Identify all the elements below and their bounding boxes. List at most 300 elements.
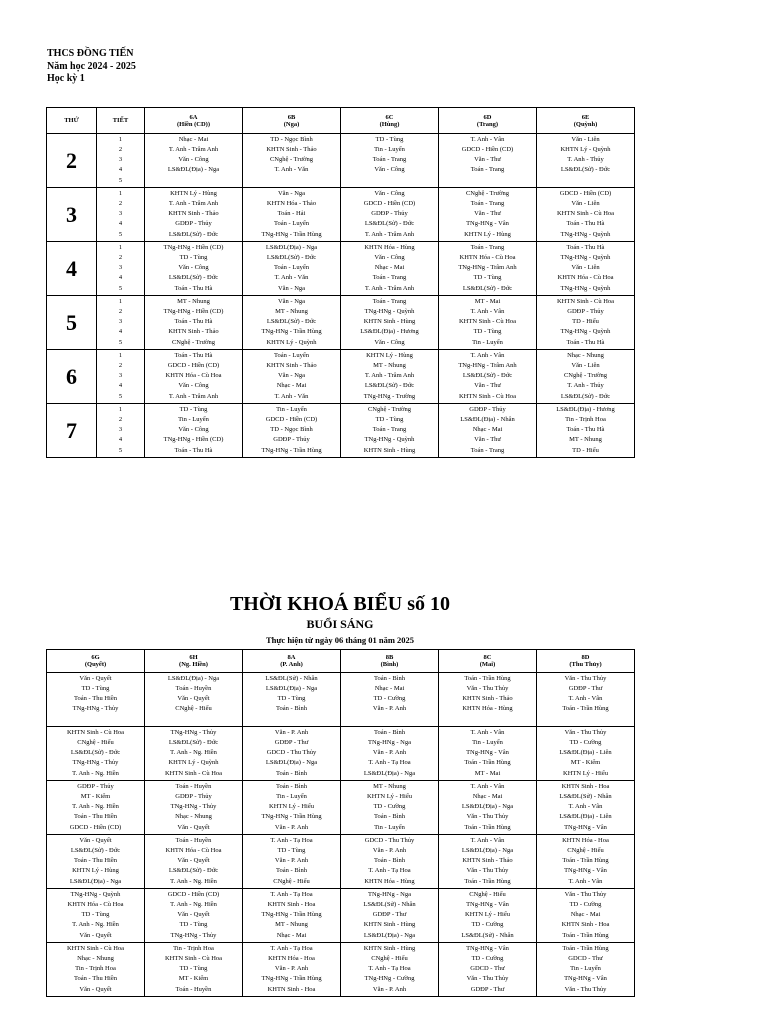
schedule-cell: T. Anh - Tạ Hoa <box>243 943 341 954</box>
schedule-cell <box>439 174 537 188</box>
class-name: 6H <box>189 654 198 661</box>
class-column-header <box>243 650 341 673</box>
schedule-cell: Toán - Bình <box>341 727 439 738</box>
schedule-cell: Văn - Thu Thủy <box>537 889 635 900</box>
schedule-cell: KHTN Sinh - Hoa <box>537 781 635 792</box>
table-row <box>47 875 635 889</box>
class-teacher: (Quỳnh) <box>573 120 598 128</box>
schedule-cell: GDĐP - Thủy <box>439 404 537 415</box>
schedule-cell: GDCD - Hiền (CD) <box>537 188 635 199</box>
schedule-cell: Văn - Thu Thủy <box>537 673 635 684</box>
schedule-cell: LS&ĐL(Sử) - Đức <box>145 865 243 875</box>
schedule-cell: TNg-HNg - Vân <box>564 824 607 831</box>
class-column-header <box>439 650 537 673</box>
schedule-cell: Toán - Thu Hiền <box>47 693 145 703</box>
schedule-cell: Toán - Trần Hùng <box>562 932 609 939</box>
schedule-cell: Tin - Luyến <box>243 404 341 415</box>
schedule-cell: T. Anh - Ng. Hiền <box>145 747 243 757</box>
schedule-cell: CNghệ - Hiếu <box>439 889 537 900</box>
table-row <box>47 198 635 208</box>
table-row <box>47 811 635 821</box>
schedule-cell: Toán - Huyền <box>145 835 243 846</box>
table-row <box>47 757 635 767</box>
schedule-cell: Văn - P. Anh <box>243 963 341 973</box>
schedule-cell: Toán - Thu Hà <box>566 339 605 346</box>
table-row <box>47 767 635 781</box>
schedule-cell: LS&ĐL(Địa) - Nga <box>243 242 341 253</box>
schedule-cell: T. Anh - Vân <box>568 802 603 810</box>
table-row <box>47 703 635 713</box>
schedule-cell: LS&ĐL(Sử) - Đức <box>439 282 537 296</box>
schedule-cell: MT - Nhung <box>243 919 341 929</box>
school-header <box>47 48 136 86</box>
period-cell: 3 <box>97 424 145 434</box>
table-row <box>47 899 635 909</box>
schedule-cell: Văn - Thu Thủy <box>439 683 537 693</box>
schedule-cell: Văn - Thư <box>439 208 537 218</box>
schedule-cell <box>341 713 439 727</box>
schedule-cell: KHTN Hóa - Hoa <box>243 953 341 963</box>
period-cell: 1 <box>97 242 145 253</box>
schedule-cell: TNg-HNg - Quỳnh <box>47 889 145 900</box>
schedule-cell: Văn - P. Anh <box>341 845 439 855</box>
schedule-cell: T. Anh - Vân <box>439 727 537 738</box>
table-row <box>47 889 635 900</box>
schedule-cell: KHTN Lý - Hiếu <box>243 801 341 811</box>
schedule-cell: Toán - Bình <box>243 865 341 875</box>
schedule-cell: Văn - Quyết <box>145 909 243 919</box>
schedule-cell: LS&ĐL(Địa) - Hương <box>341 326 439 336</box>
schedule-cell: KHTN Hóa - Hoa <box>537 835 635 846</box>
table-row <box>47 865 635 875</box>
class-teacher: (Trang) <box>476 120 499 128</box>
schedule-cell: KHTN Hóa - Thảo <box>243 198 341 208</box>
schedule-cell: TNg-HNg - Trần Hùng <box>243 228 341 242</box>
schedule-cell: Toán - Trang <box>439 164 537 174</box>
period-cell: 2 <box>97 306 145 316</box>
period-cell: 4 <box>97 218 145 228</box>
class-column-header <box>341 108 439 134</box>
schedule-cell: MT - Nhung <box>243 306 341 316</box>
table-row <box>47 228 635 242</box>
schedule-cell: Văn - P. Anh <box>341 983 439 997</box>
schedule-cell: LS&ĐL(Địa) - Liên <box>559 812 612 820</box>
schedule-cell: Văn - Thu Thủy <box>439 973 537 983</box>
table-header-row <box>47 108 635 134</box>
table-row <box>47 919 635 929</box>
table-row <box>47 154 635 164</box>
schedule-cell: GDĐP - Thủy <box>145 218 243 228</box>
schedule-cell: Toán - Bình <box>341 855 439 865</box>
schedule-cell: Văn - Quyết <box>47 983 145 997</box>
schedule-cell: Nhạc - Mai <box>439 424 537 434</box>
schedule-cell <box>47 713 145 727</box>
schedule-cell: TD - Tùng <box>439 326 537 336</box>
schedule-cell: CNghệ - Trường <box>563 371 608 379</box>
schedule-cell: LS&ĐL(Địa) - Nga <box>341 929 439 943</box>
day-cell: 6 <box>47 350 97 404</box>
class-name: 8C <box>483 654 492 661</box>
table-row <box>47 781 635 792</box>
schedule-cell: TNg-HNg - Thủy <box>145 929 243 943</box>
schedule-cell <box>341 174 439 188</box>
schedule-cell: KHTN Sinh - Cù Hoa <box>439 316 537 326</box>
schedule-cell: TNg-HNg - Trường <box>341 390 439 404</box>
schedule-cell: KHTN Sinh - Thảo <box>243 360 341 370</box>
schedule-cell: KHTN Sinh - Cù Hoa <box>145 767 243 781</box>
schedule-cell: LS&ĐL(Địa) - Nga <box>145 164 243 174</box>
schedule-cell: LS&ĐL(Sử) - Nhân <box>341 899 439 909</box>
schedule-cell: LS&ĐL(Sử) - Đức <box>47 747 145 757</box>
class-teacher: (Nga) <box>283 120 300 128</box>
table-row <box>47 350 635 361</box>
schedule-cell: Văn - Liên <box>537 134 635 145</box>
schedule-cell: TNg-HNg - Cường <box>341 973 439 983</box>
schedule-cell: LS&ĐL(Địa) - Nga <box>243 757 341 767</box>
schedule-cell: TNg-HNg - Hiền (CD) <box>145 306 243 316</box>
schedule-cell: Văn - Quyết <box>47 673 145 684</box>
schedule-cell: T. Anh - Ng. Hiền <box>145 875 243 889</box>
schedule-cell: Tin - Luyến <box>439 737 537 747</box>
schedule-cell: KHTN Lý - Hiếu <box>439 909 537 919</box>
schedule-cell: Toán - Thu Hà <box>145 316 243 326</box>
schedule-cell: LS&ĐL(Địa) - Nga <box>439 845 537 855</box>
schedule-cell: TNg-HNg - Trần Hùng <box>243 973 341 983</box>
schedule-cell: LS&ĐL(Sử) - Đức <box>47 845 145 855</box>
schedule-cell: Toán - Trang <box>341 424 439 434</box>
schedule-cell: Toán - Hải <box>243 208 341 218</box>
schedule-cell: KHTN Sinh - Cù Hoa <box>47 727 145 738</box>
schedule-cell: GDCD - Hiền (CD) <box>145 360 243 370</box>
schedule-cell: Văn - Công <box>145 154 243 164</box>
schedule-cell: KHTN Sinh - Thảo <box>145 326 243 336</box>
schedule-cell <box>537 174 635 188</box>
schedule-cell: GDĐP - Thư <box>568 684 603 692</box>
table-row <box>47 909 635 919</box>
schedule-cell: KHTN Lý - Quỳnh <box>560 145 611 153</box>
schedule-cell: LS&ĐL(Sử) - Nhân <box>243 673 341 684</box>
table-row <box>47 791 635 801</box>
period-column-header: TIẾT <box>97 108 145 134</box>
period-cell: 3 <box>97 370 145 380</box>
schedule-cell: KHTN Lý - Quỳnh <box>243 336 341 350</box>
schedule-cell: KHTN Sinh - Hoa <box>243 899 341 909</box>
schedule-cell: CNghệ - Hiếu <box>47 737 145 747</box>
table-row <box>47 316 635 326</box>
schedule-cell: Văn - Công <box>145 380 243 390</box>
schedule-cell: TNg-HNg - Hiền (CD) <box>145 434 243 444</box>
table-row <box>47 144 635 154</box>
period-cell: 5 <box>97 444 145 458</box>
schedule-cell: Nhạc - Mai <box>243 380 341 390</box>
table-row <box>47 326 635 336</box>
table-row <box>47 713 635 727</box>
schedule-cell: Tin - Luyến <box>145 414 243 424</box>
schedule-cell: KHTN Lý - Hiếu <box>563 770 608 777</box>
schedule-cell: T. Anh - Trâm Anh <box>341 228 439 242</box>
schedule-cell: TNg-HNg - Nga <box>341 889 439 900</box>
table-row <box>47 262 635 272</box>
schedule-cell: KHTN Sinh - Hoa <box>243 983 341 997</box>
period-cell: 2 <box>97 144 145 154</box>
schedule-cell: TD - Hiếu <box>572 317 599 325</box>
schedule-cell: TNg-HNg - Trần Hùng <box>243 811 341 821</box>
schedule-cell: Văn - P. Anh <box>341 703 439 713</box>
schedule-cell: Văn - Quyết <box>47 929 145 943</box>
schedule-cell: TD - Cường <box>439 919 537 929</box>
schedule-cell: Văn - Thu Thủy <box>439 811 537 821</box>
schedule-cell: Văn - Công <box>341 188 439 199</box>
schedule-cell: LS&ĐL(Sử) - Đức <box>439 370 537 380</box>
table-row <box>47 683 635 693</box>
period-cell: 2 <box>97 198 145 208</box>
schedule-cell: KHTN Hóa - Cù Hoa <box>145 845 243 855</box>
schedule-cell: MT - Mai <box>439 767 537 781</box>
schedule-cell: Toán - Thu Hà <box>145 350 243 361</box>
period-cell: 5 <box>97 174 145 188</box>
schedule-cell: KHTN Sinh - Cù Hoa <box>439 390 537 404</box>
schedule-cell: LS&ĐL(Sử) - Đức <box>560 393 611 400</box>
schedule-cell: LS&ĐL(Địa) - Nga <box>243 683 341 693</box>
table-row <box>47 929 635 943</box>
schedule-cell: LS&ĐL(Sử) - Đức <box>145 737 243 747</box>
table-row <box>47 983 635 997</box>
schedule-cell: LS&ĐL(Địa) - Nga <box>145 673 243 684</box>
period-cell: 1 <box>97 404 145 415</box>
table-row <box>47 252 635 262</box>
schedule-cell: T. Anh - Tạ Hoa <box>341 963 439 973</box>
table-row <box>47 336 635 350</box>
table-row <box>47 821 635 835</box>
schedule-cell: TD - Tùng <box>145 919 243 929</box>
schedule-cell: LS&ĐL(Sử) - Nhân <box>439 929 537 943</box>
schedule-cell <box>145 713 243 727</box>
schedule-cell: Nhạc - Nhung <box>47 953 145 963</box>
period-cell: 1 <box>97 296 145 307</box>
schedule-cell: T. Anh - Vân <box>568 694 603 702</box>
schedule-cell: LS&ĐL(Sử) - Nhân <box>559 792 612 800</box>
day-cell: 5 <box>47 296 97 350</box>
class-teacher: (Bình) <box>380 661 399 668</box>
schedule-cell: GDCD - Thư <box>439 963 537 973</box>
day-cell: 2 <box>47 134 97 188</box>
schedule-cell: TD - Tùng <box>47 683 145 693</box>
schedule-cell: Toán - Bình <box>341 811 439 821</box>
class-column-header <box>145 108 243 134</box>
schedule-cell: TNg-HNg - Trần Hùng <box>243 909 341 919</box>
schedule-cell: GDCD - Hiền (CD) <box>145 889 243 900</box>
schedule-cell: Toán - Thu Hiền <box>47 811 145 821</box>
schedule-cell: Toán - Luyến <box>243 218 341 228</box>
schedule-cell: Toán - Bình <box>341 673 439 684</box>
schedule-cell: LS&ĐL(Địa) - Nhân <box>439 414 537 424</box>
table-row <box>47 953 635 963</box>
timetable-title: THỜI KHOÁ BIỂU số 10 <box>229 593 451 615</box>
table-row <box>47 282 635 296</box>
schedule-cell: KHTN Lý - Hùng <box>439 228 537 242</box>
schedule-cell: LS&ĐL(Sử) - Đức <box>341 218 439 228</box>
schedule-cell: T. Anh - Vân <box>568 878 603 885</box>
class-teacher: (Thu Thủy) <box>569 661 602 668</box>
class-column-header <box>439 108 537 134</box>
schedule-cell: MT - Kiểm <box>47 791 145 801</box>
table-row <box>47 404 635 415</box>
period-cell: 3 <box>97 208 145 218</box>
schedule-cell: CNghệ - Hiếu <box>567 846 604 854</box>
schedule-cell: Toán - Bình <box>243 781 341 792</box>
schedule-cell: KHTN Lý - Hùng <box>341 350 439 361</box>
day-cell: 4 <box>47 242 97 296</box>
schedule-cell: GDCD - Thu Thủy <box>341 835 439 846</box>
table-row <box>47 673 635 684</box>
schedule-cell: TNg-HNg - Quỳnh <box>560 285 611 292</box>
schedule-cell: Văn - Liên <box>571 361 600 369</box>
table-row <box>47 424 635 434</box>
schedule-cell: Toán - Trang <box>341 272 439 282</box>
schedule-cell: Văn - Nga <box>243 282 341 296</box>
table-row <box>47 272 635 282</box>
schedule-cell: TNg-HNg - Nga <box>341 737 439 747</box>
schedule-cell: KHTN Hóa - Cù Hoa <box>145 370 243 380</box>
table-row <box>47 973 635 983</box>
schedule-cell: Tin - Luyến <box>439 336 537 350</box>
schedule-cell: Toán - Bình <box>243 703 341 713</box>
school-year: Năm học 2024 - 2025 <box>47 60 136 72</box>
schedule-cell: Nhạc - Mai <box>243 929 341 943</box>
schedule-cell: Văn - Thu Thủy <box>439 865 537 875</box>
schedule-cell: TD - Cường <box>341 693 439 703</box>
period-cell: 4 <box>97 326 145 336</box>
schedule-cell: CNghệ - Trường <box>341 404 439 415</box>
schedule-cell: TD - Cường <box>569 900 602 908</box>
schedule-cell: Văn - Nga <box>243 296 341 307</box>
schedule-cell: TNg-HNg - Thủy <box>145 801 243 811</box>
schedule-cell: GDĐP - Thủy <box>341 208 439 218</box>
class-teacher: (Ng. Hiền) <box>179 661 208 668</box>
class-teacher: (Mai) <box>479 661 496 668</box>
schedule-cell: T. Anh - Ng. Hiền <box>47 767 145 781</box>
schedule-cell: Toán - Trang <box>341 154 439 164</box>
schedule-cell: Tin - Trịnh Hoa <box>565 415 606 423</box>
schedule-cell: MT - Mai <box>439 296 537 307</box>
schedule-cell: T. Anh - Văn <box>243 390 341 404</box>
schedule-cell: Toán - Thu Hà <box>537 242 635 253</box>
table-row <box>47 855 635 865</box>
schedule-cell: GDCD - Thu Thủy <box>243 747 341 757</box>
class-column-header <box>47 650 145 673</box>
period-cell: 5 <box>97 336 145 350</box>
table-row <box>47 963 635 973</box>
schedule-cell: Toán - Thu Hà <box>566 219 605 227</box>
schedule-cell: GDCD - Hiền (CD) <box>243 414 341 424</box>
schedule-cell: Toán - Thu Hiền <box>47 973 145 983</box>
schedule-cell: TNg-HNg - Hiền (CD) <box>145 242 243 253</box>
schedule-cell: GDĐP - Thủy <box>47 781 145 792</box>
table-row <box>47 296 635 307</box>
schedule-cell: T. Anh - Ng. Hiền <box>47 801 145 811</box>
table-row <box>47 134 635 145</box>
day-column-header: THỨ <box>47 108 97 134</box>
table-row <box>47 693 635 703</box>
schedule-cell: Văn - Nga <box>243 188 341 199</box>
schedule-cell: Văn - Quyết <box>145 821 243 835</box>
schedule-cell: Toán - Luyến <box>243 350 341 361</box>
session-label: BUỔI SÁNG <box>306 617 374 631</box>
schedule-cell: KHTN Sinh - Cù Hoa <box>145 953 243 963</box>
schedule-cell: Văn - Liên <box>571 263 600 271</box>
schedule-cell: T. Anh - Thủy <box>567 381 604 389</box>
class-teacher: (Hùng) <box>379 120 400 128</box>
school-term: Học kỳ 1 <box>47 73 85 84</box>
period-cell: 1 <box>97 134 145 145</box>
effective-date: Thực hiện từ ngày 06 tháng 01 năm 2025 <box>265 635 415 645</box>
class-name: 6B <box>287 113 296 121</box>
table-row <box>47 370 635 380</box>
schedule-cell: TD - Cường <box>569 738 602 746</box>
schedule-cell: MT - Nhung <box>569 435 602 443</box>
class-column-header <box>537 650 635 673</box>
schedule-cell: TD - Cường <box>341 801 439 811</box>
schedule-cell: T. Anh - Trâm Anh <box>145 198 243 208</box>
schedule-cell: Nhạc - Nhung <box>537 350 635 361</box>
schedule-cell: LS&ĐL(Sử) - Đức <box>243 252 341 262</box>
table-row <box>47 845 635 855</box>
schedule-cell: TNg-HNg - Trần Hùng <box>243 326 341 336</box>
schedule-cell: Nhạc - Mai <box>570 910 601 918</box>
schedule-cell <box>243 174 341 188</box>
table-row <box>47 444 635 458</box>
schedule-cell: T. Anh - Vân <box>439 134 537 145</box>
period-cell: 3 <box>97 316 145 326</box>
schedule-cell: Tin - Trịnh Hoa <box>47 963 145 973</box>
schedule-cell: Toán - Luyến <box>243 262 341 272</box>
schedule-cell: GDĐP - Thủy <box>243 434 341 444</box>
schedule-cell: LS&ĐL(Sử) - Đức <box>243 316 341 326</box>
period-cell: 2 <box>97 252 145 262</box>
class-teacher: (Hiền (CD)) <box>176 120 211 128</box>
schedule-cell: GDCD - Hiền (CD) <box>439 144 537 154</box>
schedule-cell: T. Anh - Vân <box>439 350 537 361</box>
period-cell: 4 <box>97 434 145 444</box>
table-row <box>47 835 635 846</box>
class-name: 6D <box>483 113 492 121</box>
schedule-cell: T. Anh - Tạ Hoa <box>341 757 439 767</box>
schedule-cell: Văn - Thu Thủy <box>537 727 635 738</box>
table-row <box>47 747 635 757</box>
schedule-cell: Toán - Trần Hùng <box>537 943 635 954</box>
period-cell: 4 <box>97 272 145 282</box>
table-row <box>47 434 635 444</box>
schedule-cell: TD - Tùng <box>243 845 341 855</box>
table-row <box>47 727 635 738</box>
period-cell: 4 <box>97 380 145 390</box>
schedule-cell: LS&ĐL(Sử) - Đức <box>341 380 439 390</box>
schedule-cell: KHTN Hóa - Hùng <box>341 242 439 253</box>
schedule-cell: KHTN Lý - Hiếu <box>341 791 439 801</box>
schedule-cell: KHTN Hóa - Cù Hoa <box>439 252 537 262</box>
schedule-cell: TD - Tùng <box>341 414 439 424</box>
schedule-cell: T. Anh - Trâm Anh <box>145 390 243 404</box>
table-row <box>47 380 635 390</box>
schedule-cell: MT - Kiểm <box>145 973 243 983</box>
schedule-cell: T. Anh - Vân <box>439 306 537 316</box>
schedule-cell: Văn - Thư <box>439 380 537 390</box>
schedule-cell: KHTN Hóa - Hùng <box>439 703 537 713</box>
class-teacher: (Quyết) <box>84 661 107 668</box>
schedule-cell: Văn - Quyết <box>145 855 243 865</box>
schedule-cell: Văn - Công <box>145 424 243 434</box>
schedule-cell: GDCD - Thư <box>568 954 603 962</box>
